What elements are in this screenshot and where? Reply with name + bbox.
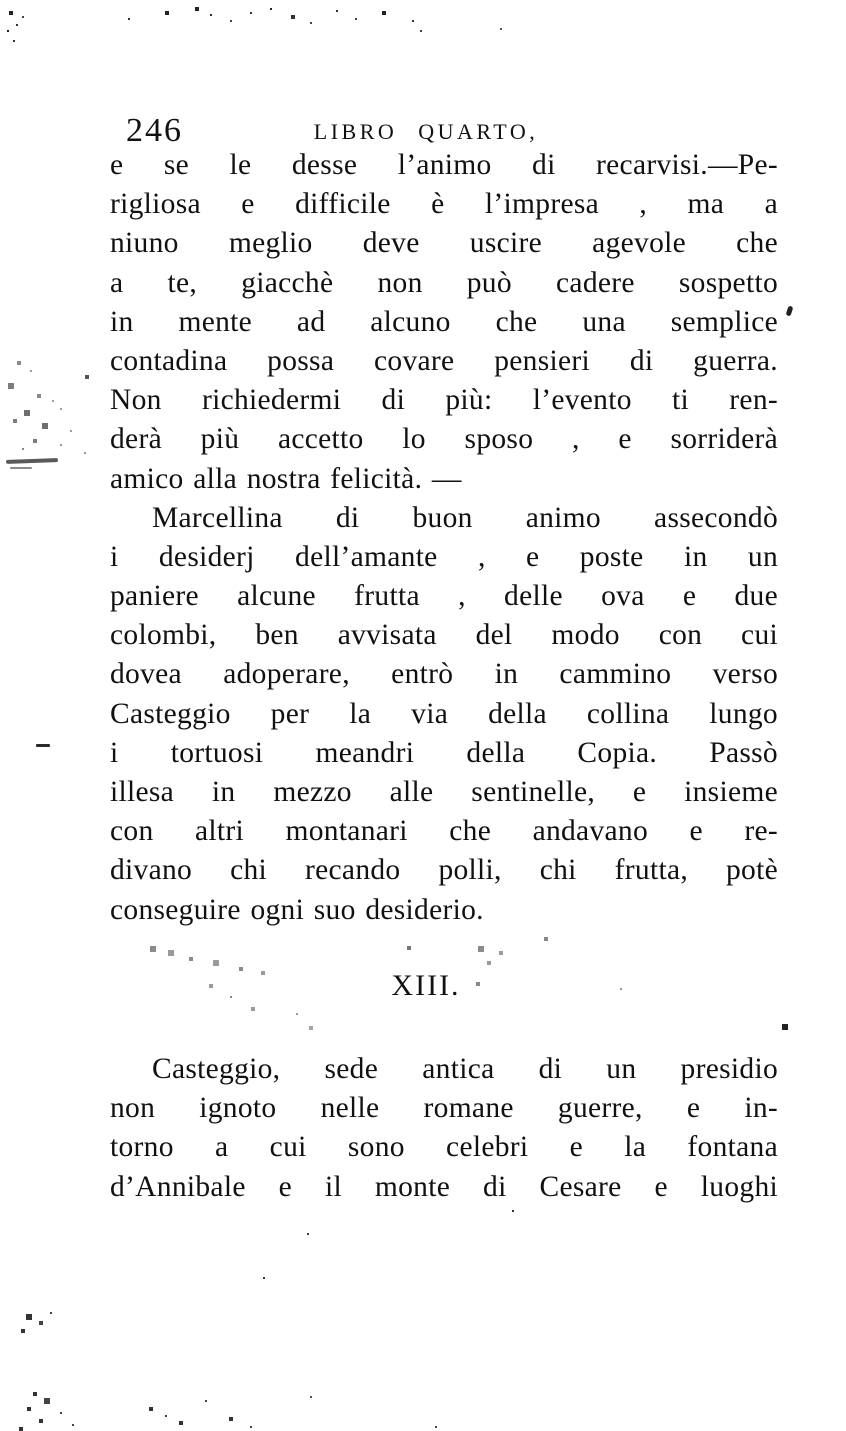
text-line: paniere alcune frutta , delle ova e due: [110, 580, 778, 613]
margin-pencil-strike-faint: [10, 467, 32, 469]
text-line: conseguire ogni suo desiderio.: [110, 893, 484, 926]
text-line: Marcellina di buon animo assecondò: [152, 501, 778, 534]
margin-dash-mark: [36, 744, 50, 747]
text-line: amico alla nostra felicità. —: [110, 462, 462, 495]
text-line: Casteggio per la via della collina lungo: [110, 697, 778, 730]
text-line: Non richiedermi di più: l’evento ti ren-: [110, 384, 778, 417]
section-heading: XIII.: [391, 968, 461, 1002]
text-line: divano chi recando polli, chi frutta, potè: [110, 854, 778, 887]
stray-ink-mark: [786, 305, 794, 316]
text-line: non ignoto nelle romane guerre, e in-: [110, 1092, 778, 1125]
text-line: colombi, ben avvisata del modo con cui: [110, 619, 778, 652]
text-line: d’Annibale e il monte di Cesare e luoghi: [110, 1170, 778, 1203]
text-line: contadina possa covare pensieri di guerra.: [110, 344, 778, 377]
text-line: derà più accetto lo sposo , e sorriderà: [110, 423, 778, 456]
margin-pencil-strike: [6, 458, 58, 464]
running-title: LIBRO QUARTO,: [313, 119, 539, 144]
text-line: Casteggio, sede antica di un presidio: [152, 1052, 778, 1085]
text-line: i desiderj dell’amante , e poste in un: [110, 540, 778, 573]
page-number: 246: [126, 112, 183, 149]
text-line: dovea adoperare, entrò in cammino verso: [110, 658, 778, 691]
text-line: niuno meglio deve uscire agevole che: [110, 227, 778, 260]
text-line: i tortuosi meandri della Copia. Passò: [110, 736, 778, 769]
scan-smudge-layer: [0, 0, 2, 2]
text-line: in mente ad alcuno che una semplice: [110, 305, 778, 338]
text-line: torno a cui sono celebri e la fontana: [110, 1131, 778, 1164]
text-line: illesa in mezzo alle sentinelle, e insieme: [110, 776, 778, 808]
text-line: rigliosa e difficile è l’impresa , ma a: [110, 188, 778, 221]
text-block: [110, 146, 778, 1207]
text-line: con altri montanari che andavano e re-: [110, 815, 778, 848]
text-line: a te, giacchè non può cadere sospetto: [110, 266, 778, 299]
text-line: e se le desse l’animo di recarvisi.—Pe-: [110, 149, 778, 181]
